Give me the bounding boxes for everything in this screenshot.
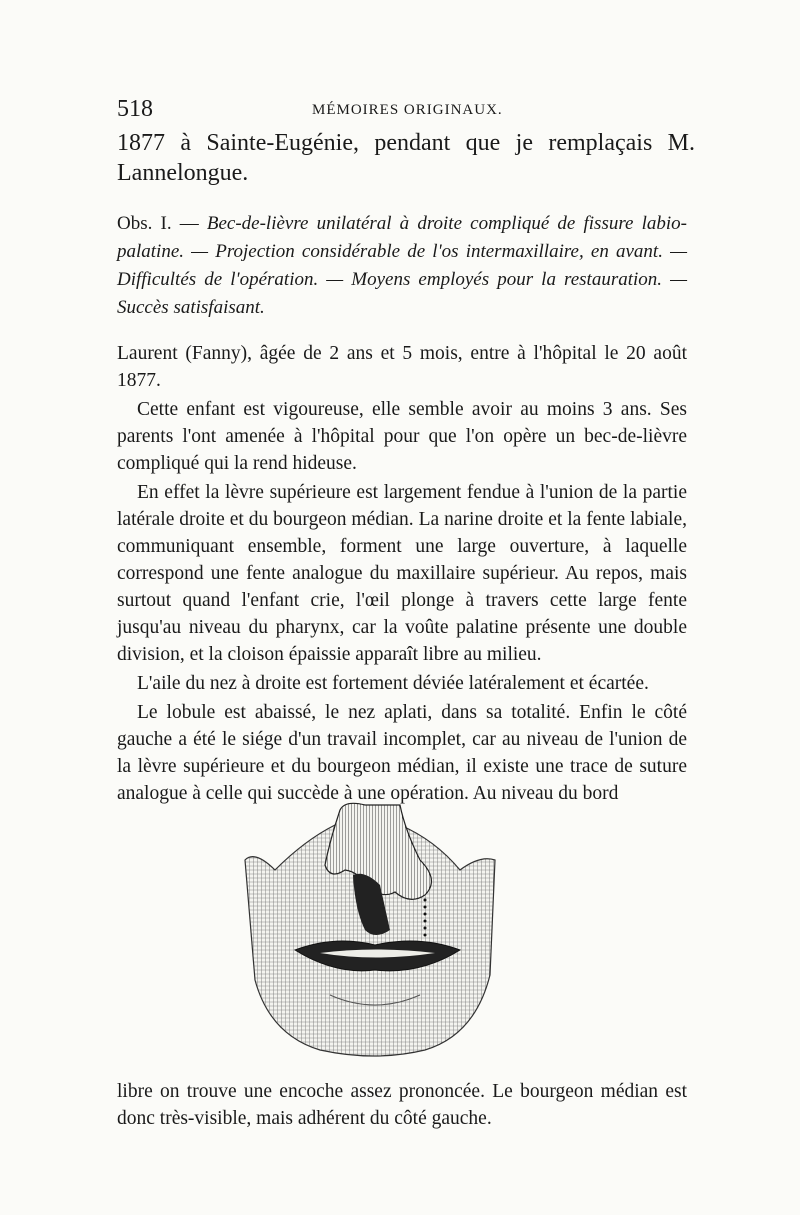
- paragraph-after-figure: libre on trouve une encoche assez prononcée. Le bourgeon médian est donc très-visible, mais adhérent du côté gauche.: [117, 1081, 687, 1129]
- paragraph: Le lobule est abaissé, le nez aplati, dans sa totalité. Enfin le côté gauche a été le siége d'un travail incomplet, car au niveau de l'union de la lèvre supérieure et du bourgeon médian, il existe une trace de suture analogue à celle qui succède à une opération. Au niveau du bord: [117, 702, 687, 804]
- engraving-figure: [225, 800, 515, 1070]
- page-header: [117, 96, 682, 126]
- page-number: 518: [117, 96, 153, 122]
- main-text: [117, 340, 687, 809]
- running-head: MÉMOIRES ORIGINAUX.: [312, 102, 503, 118]
- observation-title: Bec-de-lièvre unilatéral à droite compliqué de fissure labio-palatine. — Projection considérable de l'os intermaxillaire, en avant. — Difficultés de l'opération. — Moyens employés pour la restauration. — Succès satisfaisant.: [117, 213, 687, 318]
- intro-paragraph: 1877 à Sainte-Eugénie, pendant que je remplaçais M. Lannelongue.: [117, 130, 695, 186]
- paragraph: Laurent (Fanny), âgée de 2 ans et 5 mois, entre à l'hôpital le 20 août 1877.: [117, 343, 687, 391]
- paragraph: L'aile du nez à droite est fortement déviée latéralement et écartée.: [137, 673, 649, 694]
- cleft-lip-engraving-icon: [225, 800, 515, 1070]
- observation-heading: [117, 210, 687, 322]
- observation-lead: Obs. I. —: [117, 213, 207, 234]
- paragraph: Cette enfant est vigoureuse, elle semble avoir au moins 3 ans. Ses parents l'ont amenée à l'hôpital pour que l'on opère un bec-de-lièvre compliqué qui la rend hideuse.: [117, 399, 687, 474]
- paragraph: En effet la lèvre supérieure est largement fendue à l'union de la partie latérale droite et du bourgeon médian. La narine droite et la fente labiale, communiquant ensemble, forment une large ouverture, à laquelle correspond une fente analogue du maxillaire supérieur. Au repos, mais surtout quand l'enfant crie, l'œil plonge à travers cette large fente jusqu'au niveau du pharynx, car la voûte palatine présente une double division, et la cloison épaissie apparaît libre au milieu.: [117, 482, 687, 665]
